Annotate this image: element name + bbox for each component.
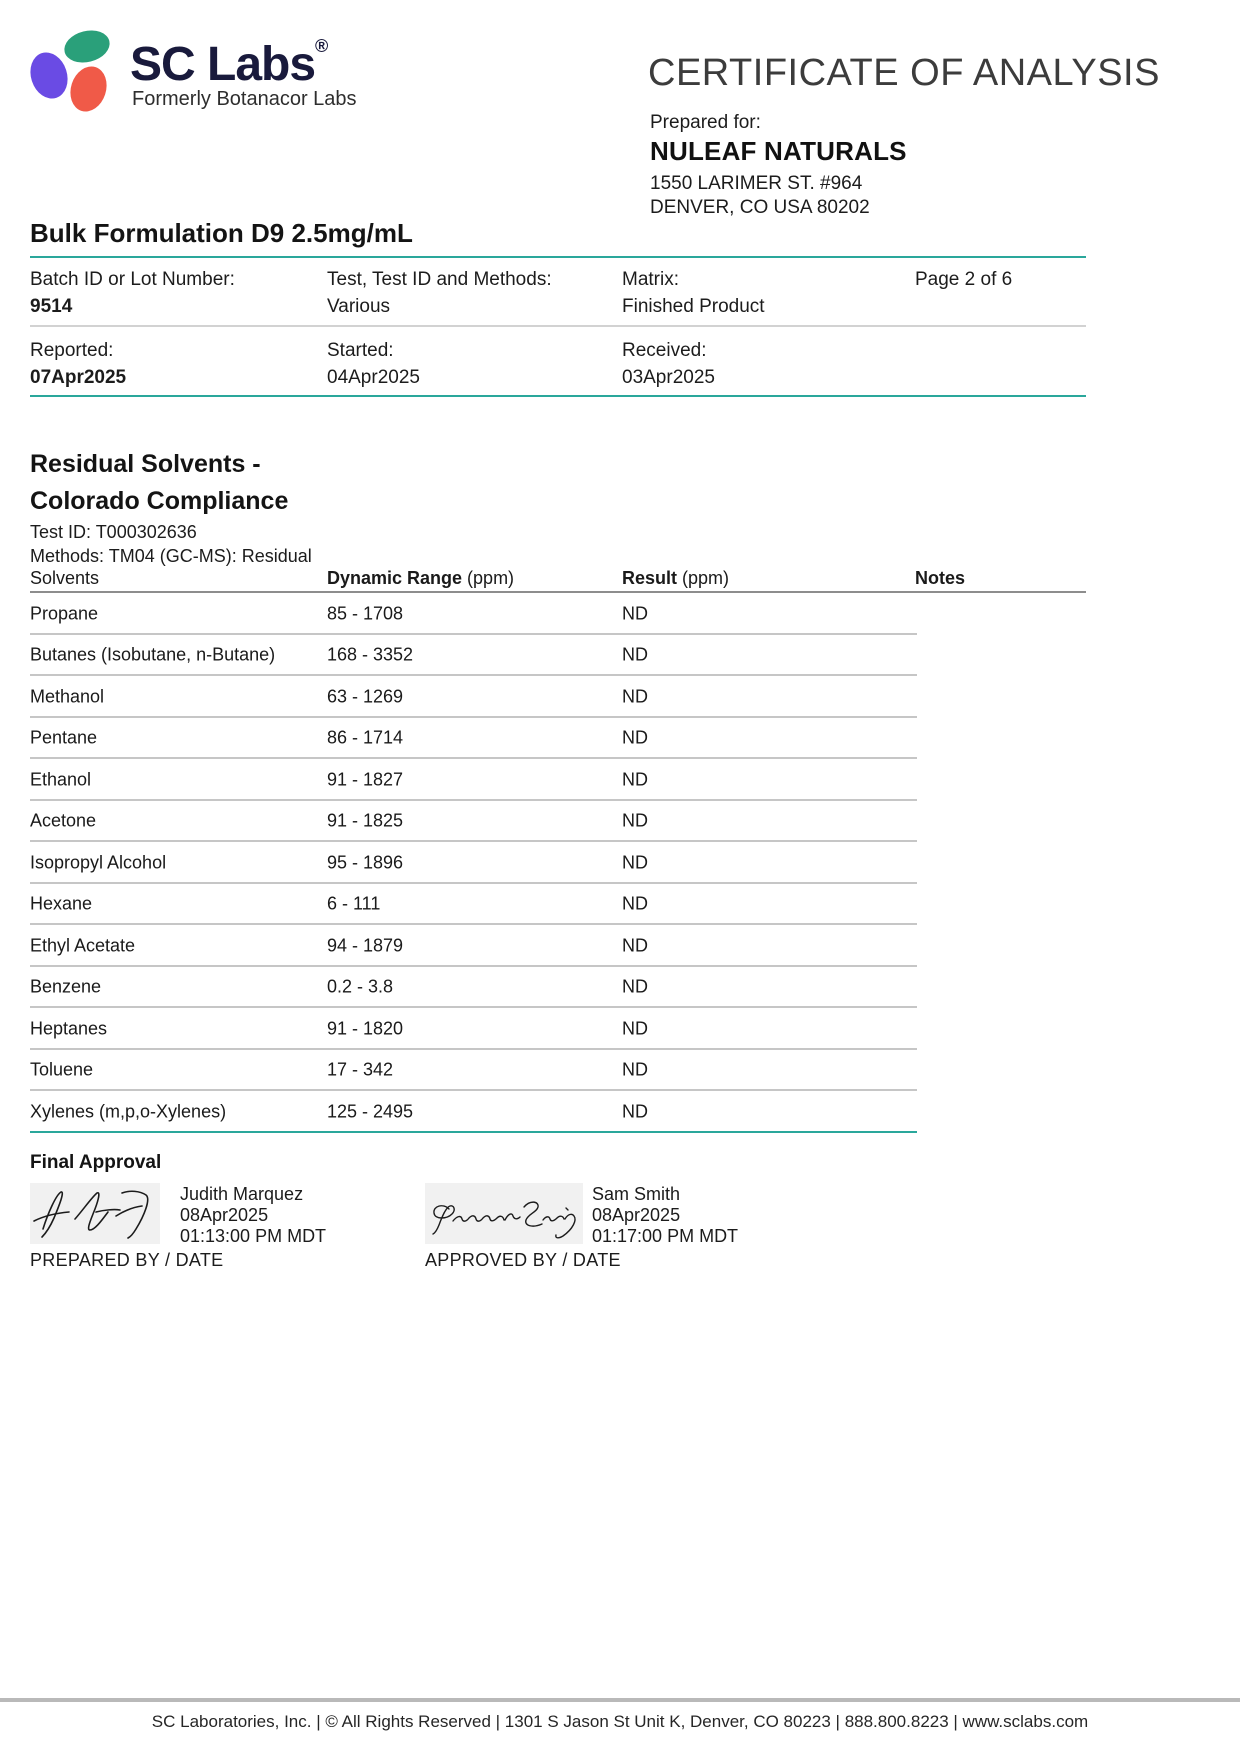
table-row: [30, 1091, 1086, 1133]
cell-result: ND: [622, 893, 648, 914]
sample-info-row-2: [30, 329, 1086, 397]
table-row: [30, 967, 1086, 1009]
cell-range: 91 - 1827: [327, 769, 404, 790]
cell-range: 86 - 1714: [327, 727, 404, 748]
section-heading-line2: Colorado Compliance: [30, 487, 289, 515]
sample-info-row-1: [30, 258, 1086, 327]
table-body: [30, 593, 1086, 1133]
sample-info-table: [30, 256, 1086, 397]
cell-analyte: Hexane: [30, 893, 93, 914]
table-row: [30, 718, 1086, 760]
cell-result: ND: [622, 810, 648, 831]
cell-result: ND: [622, 935, 648, 956]
prepared-by-date: 08Apr2025: [180, 1205, 269, 1225]
cell-analyte: Ethanol: [30, 769, 92, 790]
column-header-dynamic-range: Dynamic Range (ppm): [327, 568, 515, 588]
row-divider: [30, 1131, 917, 1133]
approved-by-date: 08Apr2025: [592, 1205, 681, 1225]
client-name: NULEAF NATURALS: [650, 136, 907, 166]
client-address-line2: DENVER, CO USA 80202: [650, 197, 870, 218]
cell-range: 85 - 1708: [327, 603, 404, 624]
table-row: [30, 801, 1086, 843]
matrix-label: Matrix:: [622, 269, 679, 290]
test-methods-cell: [327, 269, 552, 318]
approved-signature-image: [425, 1183, 583, 1244]
batch-id-value: 9514: [30, 296, 73, 317]
cell-result: ND: [622, 603, 648, 624]
section-test-id: Test ID: T000302636: [30, 522, 197, 542]
column-header-result: Result (ppm): [622, 568, 730, 588]
cell-analyte: Methanol: [30, 686, 105, 707]
sample-title: Bulk Formulation D9 2.5mg/mL: [30, 218, 413, 248]
cell-analyte: Acetone: [30, 810, 97, 831]
test-methods-value: Various: [327, 296, 391, 317]
reported-cell: [30, 340, 126, 389]
registered-mark: ®: [315, 36, 328, 56]
cell-result: ND: [622, 1101, 648, 1122]
test-methods-label: Test, Test ID and Methods:: [327, 269, 552, 290]
logo-oval-teal-icon: [61, 26, 113, 67]
prepared-by-time: 01:13:00 PM MDT: [180, 1226, 327, 1246]
cell-analyte: Toluene: [30, 1059, 94, 1080]
cell-analyte: Isopropyl Alcohol: [30, 852, 167, 873]
matrix-value: Finished Product: [622, 296, 765, 317]
cell-range: 63 - 1269: [327, 686, 404, 707]
cell-result: ND: [622, 727, 648, 748]
reported-label: Reported:: [30, 340, 114, 361]
cell-result: ND: [622, 852, 648, 873]
approved-by-time: 01:17:00 PM MDT: [592, 1226, 739, 1246]
brand-text: SC Labs: [130, 38, 316, 91]
prepared-by-details: [180, 1184, 326, 1247]
started-cell: [327, 340, 420, 389]
cell-range: 0.2 - 3.8: [327, 976, 394, 997]
started-value: 04Apr2025: [327, 367, 420, 388]
approved-by-details: [592, 1184, 738, 1247]
column-header-notes: Notes: [915, 568, 966, 588]
brand-tagline: Formerly Botanacor Labs: [132, 88, 357, 110]
prepared-by-caption: PREPARED BY / DATE: [30, 1250, 224, 1270]
cell-result: ND: [622, 686, 648, 707]
footer-text: SC Laboratories, Inc. | © All Rights Reserved | 1301 S Jason St Unit K, Denver, CO 80223 | 888.800.8223 | www.sclabs.com: [151, 1712, 1089, 1731]
cell-analyte: Propane: [30, 603, 99, 624]
table-row: [30, 1008, 1086, 1050]
table-row: [30, 842, 1086, 884]
table-row: [30, 884, 1086, 926]
final-approval-heading: Final Approval: [30, 1152, 162, 1173]
brand-name: [130, 36, 327, 92]
sam-smith-signature-icon: [425, 1183, 583, 1244]
batch-id-label: Batch ID or Lot Number:: [30, 269, 235, 290]
table-row: [30, 676, 1086, 718]
cell-result: ND: [622, 1018, 648, 1039]
section-heading: [30, 446, 288, 520]
cell-range: 91 - 1820: [327, 1018, 404, 1039]
approved-by-caption: APPROVED BY / DATE: [425, 1250, 621, 1270]
judith-marquez-signature-icon: [30, 1183, 160, 1244]
cell-result: ND: [622, 976, 648, 997]
received-value: 03Apr2025: [622, 367, 715, 388]
table-row: [30, 925, 1086, 967]
prepared-signature-image: [30, 1183, 160, 1244]
received-label: Received:: [622, 340, 707, 361]
cell-result: ND: [622, 1059, 648, 1080]
cell-analyte: Pentane: [30, 727, 98, 748]
cell-range: 6 - 111: [327, 893, 381, 914]
cell-range: 95 - 1896: [327, 852, 404, 873]
received-cell: [622, 340, 715, 389]
section-heading-line1: Residual Solvents -: [30, 450, 261, 478]
started-label: Started:: [327, 340, 394, 361]
matrix-cell: [622, 269, 765, 318]
page-indicator-cell: [915, 269, 1012, 291]
cell-range: 17 - 342: [327, 1059, 394, 1080]
prepared-for-label: Prepared for:: [650, 112, 761, 133]
table-row: [30, 593, 1086, 635]
table-header-row: [30, 568, 1086, 593]
page-indicator: Page 2 of 6: [915, 269, 1013, 290]
sc-labs-logo: [30, 26, 120, 114]
table-row: [30, 1050, 1086, 1092]
approved-by-name: Sam Smith: [592, 1184, 681, 1204]
batch-id-cell: [30, 269, 235, 318]
cell-range: 94 - 1879: [327, 935, 404, 956]
cell-range: 168 - 3352: [327, 644, 414, 665]
cell-analyte: Heptanes: [30, 1018, 108, 1039]
cell-analyte: Butanes (Isobutane, n-Butane): [30, 644, 276, 665]
cell-result: ND: [622, 769, 648, 790]
cell-analyte: Xylenes (m,p,o-Xylenes): [30, 1101, 227, 1122]
client-address-line1: 1550 LARIMER ST. #964: [650, 173, 863, 194]
reported-value: 07Apr2025: [30, 367, 127, 388]
table-row: [30, 759, 1086, 801]
logo-oval-coral-icon: [65, 62, 113, 117]
section-methods: Methods: TM04 (GC-MS): Residual: [30, 546, 312, 566]
cell-analyte: Benzene: [30, 976, 102, 997]
cell-result: ND: [622, 644, 648, 665]
column-header-solvents: Solvents: [30, 568, 100, 588]
cell-analyte: Ethyl Acetate: [30, 935, 136, 956]
document-title: CERTIFICATE OF ANALYSIS: [648, 52, 1160, 94]
residual-solvents-table: [30, 568, 1086, 1133]
table-row: [30, 635, 1086, 677]
cell-range: 125 - 2495: [327, 1101, 414, 1122]
footer-divider: [0, 1698, 1240, 1702]
prepared-by-name: Judith Marquez: [180, 1184, 304, 1204]
cell-range: 91 - 1825: [327, 810, 404, 831]
